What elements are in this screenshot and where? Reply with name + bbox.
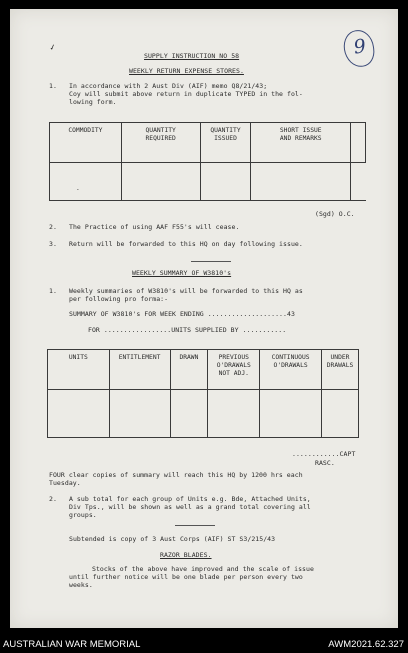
paragraph-number: 1. — [49, 287, 57, 295]
table-cell — [208, 390, 260, 438]
table-header-cell: DRAWN — [170, 350, 208, 390]
paragraph-line: weeks. — [69, 581, 93, 589]
paragraph-line: A sub total for each group of Units e.g. Bde, Attached Units, — [69, 495, 311, 503]
table-header-cell: UNDER DRAWALS — [322, 350, 359, 390]
table-header-cell: QUANTITY REQUIRED — [121, 123, 200, 163]
section-heading-weekly-summary: WEEKLY SUMMARY OF W3810's — [132, 269, 232, 277]
table-cell — [121, 163, 200, 201]
tick-mark: ✓ — [48, 42, 57, 54]
paragraph-line: Weekly summaries of W3810's will be forwarded to this HQ as — [69, 287, 303, 295]
table-cell — [351, 163, 366, 201]
paragraph-line: FOUR clear copies of summary will reach this HQ by 1200 hrs each — [49, 471, 303, 479]
expense-stores-table — [49, 122, 366, 201]
table-header-cell: ENTITLEMENT — [109, 350, 170, 390]
paragraph-line: groups. — [69, 511, 97, 519]
table-cell — [322, 390, 359, 438]
signature-line: RASC. — [315, 459, 335, 467]
table-row — [48, 390, 359, 438]
table-header-cell: SHORT ISSUE AND REMARKS — [251, 123, 351, 163]
table-cell: . — [50, 163, 122, 201]
table-header-cell: UNITS — [48, 350, 110, 390]
paragraph-number: 1. — [49, 82, 57, 90]
table-header-row — [50, 123, 366, 163]
signature-line: (Sgd) O.C. — [315, 210, 355, 218]
table-row — [50, 163, 366, 201]
section-divider — [175, 525, 215, 526]
archive-footer — [0, 637, 408, 653]
paragraph-line: Coy will submit above return in duplicate TYPED in the fol- — [69, 90, 303, 98]
paragraph-line: until further notice will be one blade per person every two — [69, 573, 303, 581]
table-header-cell — [351, 123, 366, 163]
table-header-row — [48, 350, 359, 390]
section-heading-expense-stores: WEEKLY RETURN EXPENSE STORES. — [129, 67, 244, 75]
signature-line: ............CAPT — [292, 450, 356, 458]
section-divider — [191, 261, 231, 262]
paragraph-line: Stocks of the above have improved and the scale of issue — [92, 565, 314, 573]
table-header-cell: CONTINUOUS O'DRAWALS — [260, 350, 322, 390]
table-header-cell: QUANTITY ISSUED — [200, 123, 251, 163]
paragraph-number: 2. — [49, 495, 57, 503]
accession-number: AWM2021.62.327 — [328, 639, 404, 650]
table-cell — [251, 163, 351, 201]
paragraph-line: The Practice of using AAF F55's will cease. — [69, 223, 240, 231]
paragraph-line: Div Tps., will be shown as well as a grand total covering all — [69, 503, 311, 511]
table-cell — [200, 163, 251, 201]
subtended-line: Subtended is copy of 3 Aust Corps (AIF) ST S3/215/43 — [69, 535, 276, 543]
pro-forma-line: SUMMARY OF W3810's FOR WEEK ENDING ....................43 — [69, 310, 295, 318]
table-cell — [109, 390, 170, 438]
paragraph-line: per following pro forma:- — [69, 295, 169, 303]
pro-forma-line: FOR .................UNITS SUPPLIED BY ........... — [88, 326, 287, 334]
institution-name: AUSTRALIAN WAR MEMORIAL — [3, 639, 141, 650]
paragraph-line: Tuesday. — [49, 479, 81, 487]
document-page — [10, 9, 398, 628]
section-heading-razor-blades: RAZOR BLADES. — [160, 551, 212, 559]
paragraph-line: Return will be forwarded to this HQ on day following issue. — [69, 240, 303, 248]
document-title: SUPPLY INSTRUCTION NO 58 — [144, 52, 240, 60]
table-header-cell: PREVIOUS O'DRAWALS NOT ADJ. — [208, 350, 260, 390]
weekly-summary-table — [47, 349, 359, 438]
table-cell — [260, 390, 322, 438]
paragraph-number: 2. — [49, 223, 57, 231]
handwritten-page-number: 9 — [342, 28, 377, 69]
table-cell — [170, 390, 208, 438]
paragraph-line: lowing form. — [69, 98, 117, 106]
table-cell — [48, 390, 110, 438]
paragraph-number: 3. — [49, 240, 57, 248]
paragraph-line: In accordance with 2 Aust Div (AIF) memo Q8/21/43; — [69, 82, 268, 90]
table-header-cell: COMMODITY — [50, 123, 122, 163]
